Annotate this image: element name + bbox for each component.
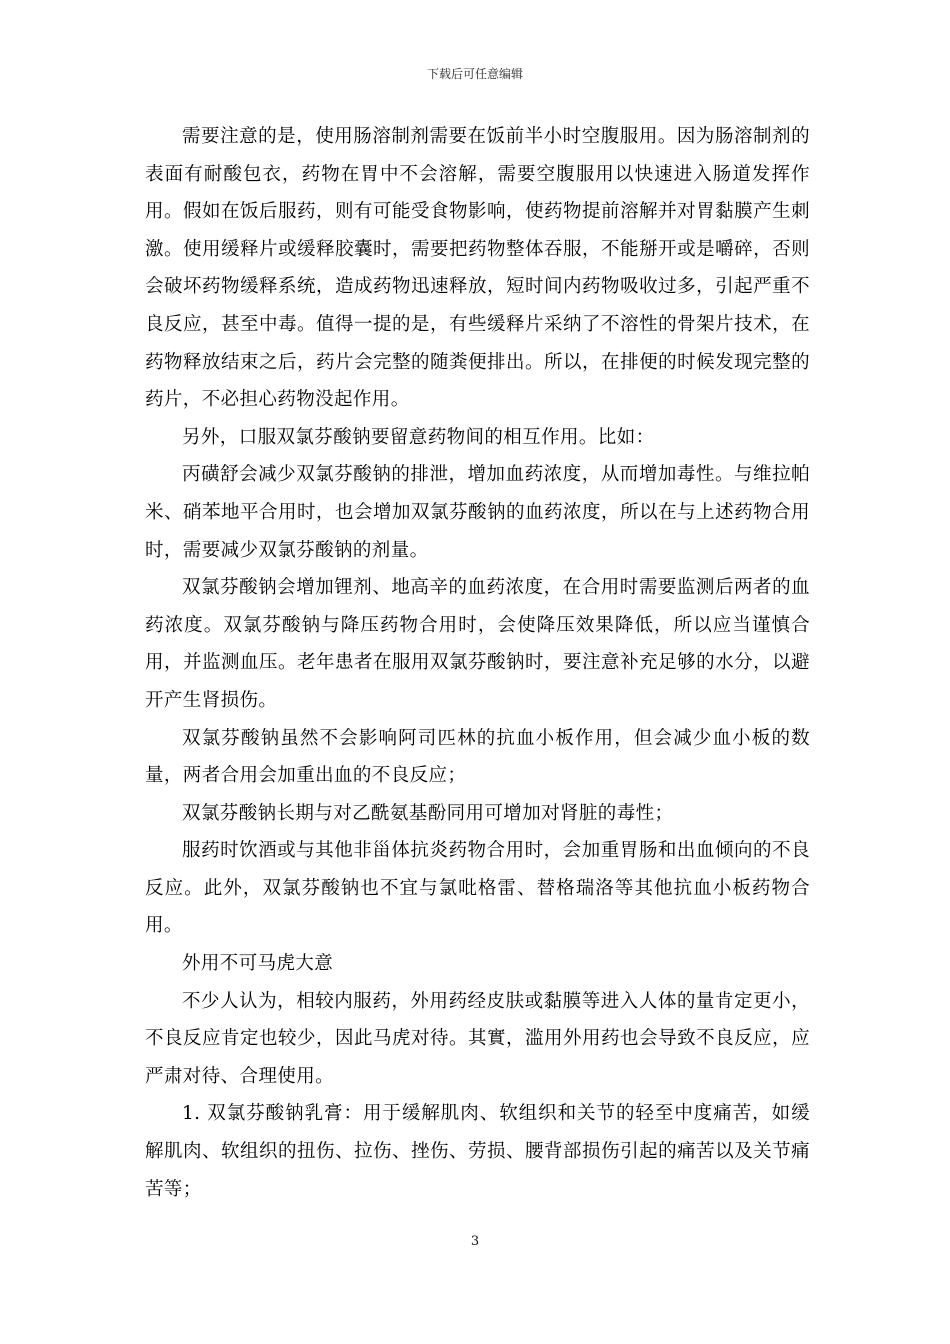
paragraph-acetaminophen: 双氯芬酸钠长期与对乙酰氨基酚同用可增加对肾脏的毒性； [182, 802, 674, 824]
paragraph-enteric-dosage: 需要注意的是，使用肠溶制剂需要在饭前半小时空腹服用。因为肠溶制剂的表面有耐酸包衣，药物在胃中不会溶解，需要空腹服用以快速进入肠道发挥作用。假如在饭后服药，则有可能受食物影响，使药物提前溶解并对胃黏膜产生刺激。使用缓释片或缓释胶囊时，需要把药物整体吞服，不能掰开或是嚼碎，否则会破坏药物缓释系统，造成药物迅速释放，短时间内药物吸收过多，引起严重不良反应，甚至中毒。值得一提的是，有些缓释片采纳了不溶性的骨架片技术，在药物释放结束之后，药片会完整的随粪便排出。所以，在排便的时候发现完整的药片，不必担心药物没起作用。 [145, 126, 810, 411]
paragraph-alcohol-nsaids: 服药时饮酒或与其他非甾体抗炎药物合用时，会加重胃肠和出血倾向的不良反应。此外，双氯芬酸钠也不宜与氯吡格雷、替格瑞洛等其他抗血小板药物合用。 [145, 840, 810, 937]
paragraph-aspirin: 双氯芬酸钠虽然不会影响阿司匹林的抗血小板作用，但会减少血小板的数量，两者合用会加重出血的不良反应； [145, 727, 810, 787]
document-body [145, 118, 810, 1208]
paragraph-topical-misuse: 不少人认为，相较内服药，外用药经皮肤或黏膜等进入人体的量肯定更小，不良反应肯定也较少，因此马虎对待。其實，滥用外用药也会导致不良反应，应严肃对待、合理使用。 [145, 990, 810, 1087]
paragraph-cream-usage: 1. 双氯芬酸钠乳膏：用于缓解肌肉、软组织和关节的轻至中度痛苦，如缓解肌肉、软组织的扭伤、拉伤、挫伤、劳损、腰背部损伤引起的痛苦以及关节痛苦等； [145, 1103, 810, 1200]
paragraph-interactions-intro: 另外，口服双氯芬酸钠要留意药物间的相互作用。比如： [182, 426, 655, 448]
paragraph-probenecid: 丙磺舒会减少双氯芬酸钠的排泄，增加血药浓度，从而增加毒性。与维拉帕米、硝苯地平合用时，也会增加双氯芬酸钠的血药浓度，所以在与上述药物合用时，需要减少双氯芬酸钠的剂量。 [145, 464, 810, 561]
section-heading-topical: 外用不可马虎大意 [182, 953, 334, 975]
paragraph-lithium-digoxin: 双氯芬酸钠会增加锂剂、地高辛的血药浓度，在合用时需要监测后两者的血药浓度。双氯芬酸钠与降压药物合用时，会使降压效果降低，所以应当谨慎合用，并监测血压。老年患者在服用双氯芬酸钠时，要注意补充足够的水分，以避开产生肾损伤。 [145, 577, 810, 711]
page-header: 下载后可任意编辑 [426, 67, 523, 81]
page-number: 3 [470, 1234, 480, 1249]
